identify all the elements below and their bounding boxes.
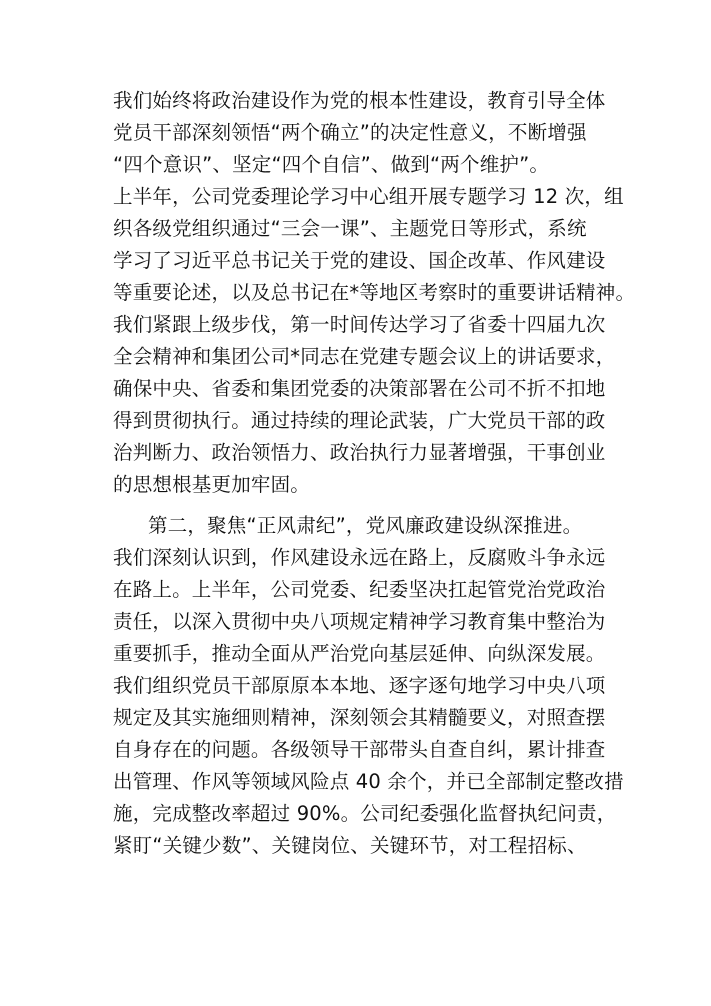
paragraph-2-line-9: 出管理、作风等领域风险点 40 余个，并已全部制定整改措: [113, 770, 624, 793]
paragraph-2-line-8: 自身存在的问题。各级领导干部带头自查自纠，累计排查: [113, 738, 606, 761]
paragraph-1-line-10: 确保中央、省委和集团党委的决策部署在公司不折不扣地: [113, 377, 606, 400]
paragraph-1-line-5: 织各级党组织通过“三会一课”、主题党日等形式，系统: [113, 217, 587, 240]
paragraph-2-line-5: 重要抓手，推动全面从严治党向基层延伸、向纵深发展。: [113, 642, 606, 665]
paragraph-1-line-11: 得到贯彻执行。通过持续的理论武装，广大党员干部的政: [113, 409, 606, 432]
paragraph-1-line-12: 治判断力、政治领悟力、政治执行力显著增强，干事创业: [113, 441, 606, 464]
paragraph-1-line-8: 我们紧跟上级步伐，第一时间传达学习了省委十四届九次: [113, 313, 606, 336]
paragraph-1-line-3: “四个意识”、坚定“四个自信”、做到“两个维护”。: [113, 153, 550, 176]
paragraph-1-line-13: 的思想根基更加牢固。: [113, 473, 311, 496]
paragraph-2-line-3: 在路上。上半年，公司党委、纪委坚决扛起管党治党政治: [113, 578, 606, 601]
paragraph-1-line-6: 学习了习近平总书记关于党的建设、国企改革、作风建设: [113, 249, 606, 272]
paragraph-2-line-4: 责任，以深入贯彻中央八项规定精神学习教育集中整治为: [113, 610, 606, 633]
paragraph-2-heading: 第二，聚焦“正风肃纪”，党风廉政建设纵深推进。: [148, 514, 583, 537]
paragraph-2-line-10: 施，完成整改率超过 90%。公司纪委强化监督执纪问责，: [113, 802, 617, 825]
paragraph-2-line-6: 我们组织党员干部原原本本地、逐字逐句地学习中央八项: [113, 674, 606, 697]
paragraph-2-line-11: 紧盯“关键少数”、关键岗位、关键环节，对工程招标、: [113, 834, 587, 857]
paragraph-2-line-7: 规定及其实施细则精神，深刻领会其精髓要义，对照查摆: [113, 706, 606, 729]
paragraph-1-line-4: 上半年，公司党委理论学习中心组开展专题学习 12 次，组: [113, 185, 624, 208]
paragraph-1-line-7: 等重要论述，以及总书记在*等地区考察时的重要讲话精神。: [113, 281, 636, 304]
paragraph-2-line-2: 我们深刻认识到，作风建设永远在路上，反腐败斗争永远: [113, 546, 606, 569]
paragraph-1-line-2: 党员干部深刻领悟“两个确立”的决定性意义，不断增强: [113, 121, 587, 144]
paragraph-1-line-9: 全会精神和集团公司*同志在党建专题会议上的讲话要求，: [113, 345, 616, 368]
paragraph-1-line-1: 我们始终将政治建设作为党的根本性建设，教育引导全体: [113, 89, 606, 112]
